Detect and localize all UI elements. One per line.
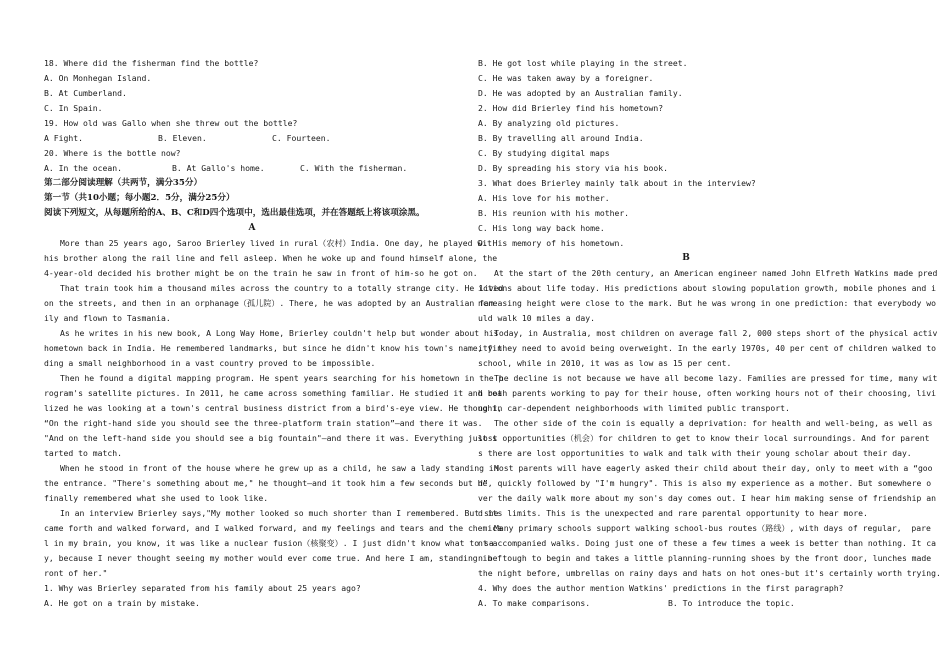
question-2-option-d: D. By spreading his story via his book.: [478, 163, 669, 173]
question-19-options: [44, 131, 460, 146]
question-18-option-b: B. At Cumberland.: [44, 88, 127, 98]
passage-b-line: ver the daily walk more about my son's day comes out. I hear him making sense of friendship an: [478, 493, 937, 503]
question-3-option-a: A. His love for his mother.: [478, 193, 610, 203]
question-2-option-b: B. By travelling all around India.: [478, 133, 644, 143]
passage-a-line: “On the right-hand side you should see the three-platform train station”—and there it was.: [44, 418, 483, 428]
question-20-option-b: B. At Gallo's home.: [172, 163, 265, 173]
question-1-option-b: B. He got lost while playing in the street.: [478, 58, 688, 68]
question-20-options: [44, 161, 460, 176]
passage-a-line: came forth and walked forward, and I walked forward, and my feelings and tears and the chemica: [44, 523, 503, 533]
question-1-option-a: A. He got on a train by mistake.: [44, 598, 200, 608]
passage-a-line: 4-year-old decided his brother might be on the train he saw in front of him-so he got on.: [44, 268, 478, 278]
passage-b-line: ng in car-dependent neighborhoods with limited public transport.: [478, 403, 790, 413]
question-19: 19. How old was Gallo when she threw out the bottle?: [44, 118, 298, 128]
passage-b-line: d its limits. This is the unexpected and rare parental opportunity to hear more.: [478, 508, 868, 518]
passage-a-line: finally remembered what she used to look like.: [44, 493, 269, 503]
passage-b-line: the night before, umbrellas on rainy days and hats on hot ones-but it's certainly worth trying.: [478, 568, 941, 578]
passage-a-line: y, because I never thought seeing my mother would ever come true. And here I am, standing in f: [44, 553, 503, 563]
passage-b-line: h both parents working to pay for their house, often working hours not of their choosing, livi: [478, 388, 937, 398]
passage-b-line: At the start of the 20th century, an American engineer named John Elfreth Watkins made pred: [494, 268, 938, 278]
question-1-option-c: C. He was taken away by a foreigner.: [478, 73, 654, 83]
passage-a-line: l in my brain, you know, it was like a nuclear fusion（核聚变）. I just didn't know what to sa: [44, 538, 494, 548]
passage-a-line: ding a small neighborhood in a vast country proved to be impossible.: [44, 358, 376, 368]
question-20-option-c: C. With the fisherman.: [300, 163, 408, 173]
question-3-option-d: D. His memory of his hometown.: [478, 238, 625, 248]
left-column: [44, 56, 504, 611]
section-2-heading: 第二部分阅读理解（共两节，满分35分）: [44, 178, 203, 188]
right-column: [478, 56, 941, 611]
passage-a-line: ily and flown to Tasmania.: [44, 313, 171, 323]
passage-a-line: "And on the left-hand side you should see a big fountain"—and there it was. Everything just s: [44, 433, 498, 443]
question-18-option-c: C. In Spain.: [44, 103, 103, 113]
question-3-option-b: B. His reunion with his mother.: [478, 208, 630, 218]
passage-a-line: ront of her.": [44, 568, 108, 578]
passage-a-line: tarted to match.: [44, 448, 122, 458]
passage-a-line: More than 25 years ago, Saroo Brierley lived in rural（农村）India. One day, he played wit: [60, 238, 492, 248]
passage-a-title: A: [248, 223, 256, 233]
question-3-option-c: C. His long way back home.: [478, 223, 605, 233]
passage-b-line: ictions about life today. His predictions about slowing population growth, mobile phones and i: [478, 283, 937, 293]
passage-b-title: B: [682, 253, 690, 263]
passage-a-line: hometown back in India. He remembered landmarks, but since he didn't know his town's name, fin: [44, 343, 503, 353]
passage-a-line: In an interview Brierley says,"My mother looked so much shorter than I remembered. But she: [60, 508, 499, 518]
passage-a-line: the entrance. "There's something about me," he thought—and it took him a few seconds but he: [44, 478, 488, 488]
question-4-options: [478, 596, 894, 611]
question-18-option-a: A. On Monhegan Island.: [44, 73, 152, 83]
passage-b-line: school, while in 2010, it was as low as 15 per cent.: [478, 358, 732, 368]
passage-b-line: The decline is not because we have all become lazy. Families are pressed for time, many wit: [494, 373, 938, 383]
passage-b-line: d”, quickly followed by "I'm hungry". This is also my experience as a mother. But somewhere o: [478, 478, 932, 488]
passage-b-line: Most parents will have eagerly asked their child about their day, only to meet with a “goo: [494, 463, 933, 473]
passage-a-line: Then he found a digital mapping program. He spent years searching for his hometown in the p: [60, 373, 504, 383]
passage-a-line: his brother along the rail line and fell asleep. When he woke up and found himself alone, the: [44, 253, 498, 263]
question-19-option-b: B. Eleven.: [158, 133, 207, 143]
passage-b-line: n be tough to begin and takes a little planning-running shoes by the front door, lunches made: [478, 553, 932, 563]
question-20-option-a: A. In the ocean.: [44, 163, 122, 173]
question-19-option-a: A Fight.: [44, 133, 83, 143]
passage-b-line: uld walk 10 miles a day.: [478, 313, 595, 323]
question-3: 3. What does Brierley mainly talk about in the interview?: [478, 178, 756, 188]
passage-b-line: lost opportunities（机会）for children to get to know their local surroundings. And for parent: [478, 433, 930, 443]
passage-b-line: nt-accompanied walks. Doing just one of these a few times a week is better than nothing. It ca: [478, 538, 937, 548]
passage-a-line: As he writes in his new book, A Long Way Home, Brierley couldn't help but wonder about his: [60, 328, 499, 338]
question-2: 2. How did Brierley find his hometown?: [478, 103, 664, 113]
passage-a-line: rogram's satellite pictures. In 2011, he came across something familiar. He studied it and rea: [44, 388, 503, 398]
question-2-option-a: A. By analyzing old pictures.: [478, 118, 620, 128]
passage-a-line: lized he was looking at a town's central business district from a bird's-eye view. He thought,: [44, 403, 503, 413]
question-4: 4. Why does the author mention Watkins' predictions in the first paragraph?: [478, 583, 844, 593]
question-18: 18. Where did the fisherman find the bottle?: [44, 58, 259, 68]
passage-b-line: The other side of the coin is equally a deprivation: for health and well-being, as well as: [494, 418, 933, 428]
question-2-option-c: C. By studying digital maps: [478, 148, 610, 158]
question-4-option-b: B. To introduce the topic.: [668, 598, 795, 608]
reading-instructions: 阅读下列短文，从每题所给的A、B、C和D四个选项中，选出最佳选项，并在答题纸上将该项涂黑。: [44, 208, 425, 218]
passage-b-line: ncreasing height were close to the mark. But he was wrong in one prediction: that everybody wo: [478, 298, 937, 308]
passage-b-line: ity they need to avoid being overweight. In the early 1970s, 40 per cent of children walked to: [478, 343, 937, 353]
passage-a-line: That train took him a thousand miles across the country to a totally strange city. He lived: [60, 283, 504, 293]
question-1-option-d: D. He was adopted by an Australian family.: [478, 88, 683, 98]
question-1: 1. Why was Brierley separated from his family about 25 years ago?: [44, 583, 361, 593]
passage-b-line: Today, in Australia, most children on average fall 2, 000 steps short of the physical activ: [494, 328, 938, 338]
passage-b-line: Many primary schools support walking school-bus routes（路线）, with days of regular, pare: [494, 523, 931, 533]
section-2-part-1-heading: 第一节（共10小题；每小题2．5分，满分25分）: [44, 193, 235, 203]
question-19-option-c: C. Fourteen.: [272, 133, 331, 143]
question-20: 20. Where is the bottle now?: [44, 148, 181, 158]
passage-a-line: on the streets, and then in an orphanage（孤儿院）. There, he was adopted by an Australian fam: [44, 298, 494, 308]
passage-b-line: s there are lost opportunities to walk and talk with their young scholar about their day.: [478, 448, 912, 458]
passage-a-line: When he stood in front of the house where he grew up as a child, he saw a lady standing in: [60, 463, 499, 473]
question-4-option-a: A. To make comparisons.: [478, 598, 591, 608]
